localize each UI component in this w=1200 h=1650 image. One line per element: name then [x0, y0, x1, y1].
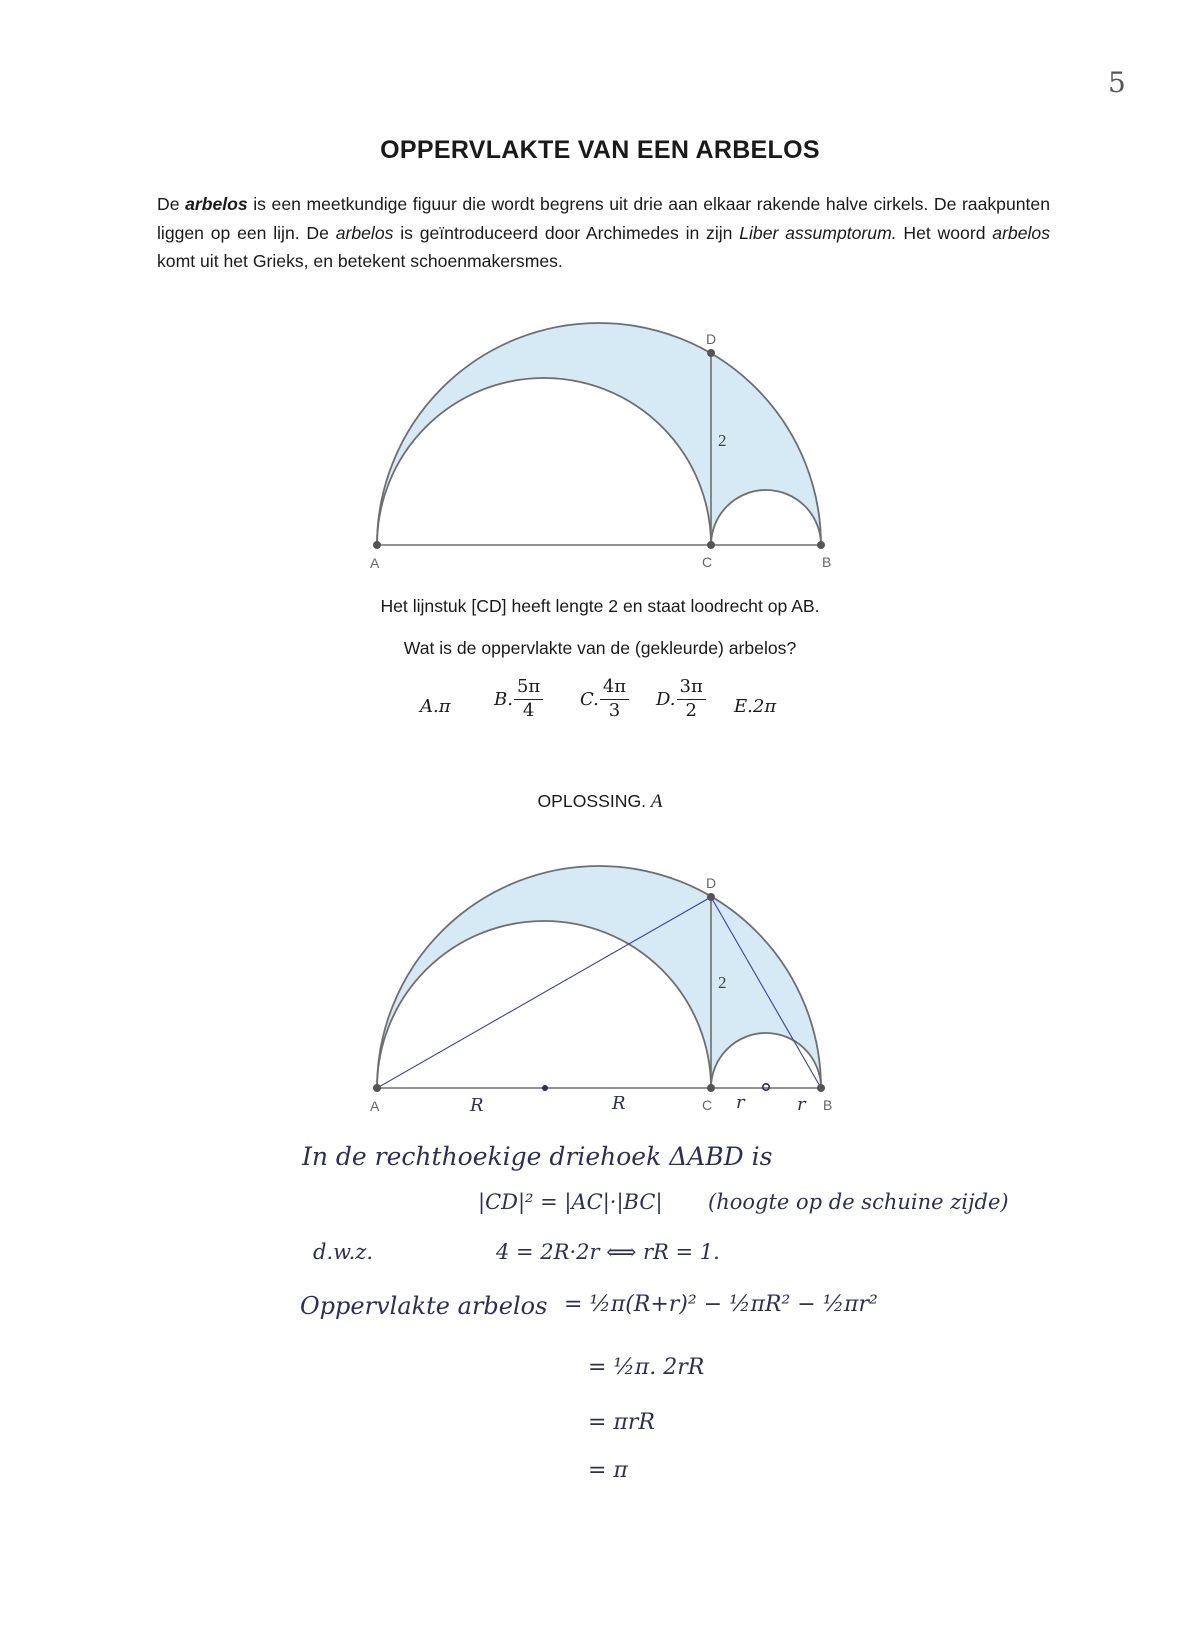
handwritten-line-2-note: (hoogte op de schuine zijde)	[708, 1190, 1009, 1214]
answer-c-prefix: C.	[580, 688, 599, 710]
label-c: C	[702, 554, 713, 570]
handwritten-line-3-label: d.w.z.	[313, 1240, 374, 1264]
intro-text: Het woord	[896, 222, 993, 243]
answer-d-fraction	[677, 676, 706, 722]
handwritten-line-6: = πrR	[588, 1410, 655, 1435]
segment-ad	[377, 897, 711, 1088]
answer-c-numerator: 4π	[600, 676, 629, 700]
answer-d-denominator: 2	[685, 700, 697, 721]
answer-d	[656, 676, 706, 722]
label-d: D	[706, 331, 717, 347]
answer-d-numerator: 3π	[677, 676, 706, 700]
point-c	[707, 541, 715, 549]
arbelos-shaded-region	[377, 323, 821, 545]
answer-b-numerator: 5π	[514, 676, 543, 700]
intro-text: komt uit het Grieks, en betekent schoenmakersmes.	[157, 251, 563, 271]
question-text: Wat is de oppervlakte van de (gekleurde) arbelos?	[403, 638, 797, 658]
point-d	[707, 349, 715, 357]
answer-a	[420, 696, 451, 717]
page-number: 5	[1108, 66, 1126, 99]
point-a	[373, 541, 381, 549]
answer-e	[734, 696, 776, 717]
midpoint-ab-large	[542, 1085, 548, 1091]
point-d	[707, 893, 715, 901]
handwritten-line-1: In de rechthoekige driehoek ΔABD is	[302, 1142, 773, 1171]
page-title: OPPERVLAKTE VAN EEN ARBELOS	[380, 136, 820, 164]
answer-c-denominator: 3	[608, 700, 621, 721]
label-c: C	[702, 1097, 713, 1113]
arbelos-figure-1	[0, 320, 1200, 580]
point-b	[817, 541, 825, 549]
midpoint-cb-small	[763, 1084, 769, 1090]
intro-text: is een meetkundige figuur die wordt begrens uit drie aan elkaar rakende halve cirkels. De raakpunten liggen op een lijn. De	[157, 194, 1050, 243]
arbelos-figure-2	[0, 845, 1200, 1115]
handwritten-line-5: = ½π. 2rR	[588, 1355, 705, 1380]
handwritten-line-2-formula: |CD|² = |AC|·|BC|	[478, 1190, 663, 1214]
handwritten-line-4-formula: = ½π(R+r)² − ½πR² − ½πr²	[564, 1292, 878, 1317]
label-d: D	[706, 875, 717, 891]
arbelos-shaded-region	[377, 866, 821, 1088]
intro-term: arbelos	[992, 222, 1050, 243]
radius-label-small-1: r	[736, 1092, 745, 1113]
intro-term-bold: arbelos	[185, 194, 248, 214]
label-b: B	[823, 1097, 833, 1113]
caption-segment: Het lijnstuk [CD] heeft lengte 2 en staat loodrecht op AB.	[380, 596, 820, 616]
answer-b-fraction	[514, 676, 543, 722]
length-label: 2	[718, 431, 727, 450]
answer-options	[420, 676, 840, 746]
answer-a-text: A.π	[420, 696, 451, 717]
intro-book-title: Liber assumptorum.	[739, 222, 897, 243]
radius-label-r2: R	[612, 1093, 626, 1114]
solution-answer: A	[650, 791, 663, 812]
length-label: 2	[718, 973, 727, 992]
intro-text: De	[157, 194, 186, 214]
intro-paragraph	[157, 190, 1050, 276]
intro-term: arbelos	[335, 222, 394, 243]
solution-label: OPLOSSING.	[537, 791, 647, 811]
label-a: A	[370, 1098, 380, 1114]
handwritten-line-4-label: Oppervlakte arbelos	[300, 1292, 548, 1320]
handwritten-line-3-formula: 4 = 2R·2r ⟺ rR = 1.	[496, 1240, 720, 1264]
intro-text: is geïntroduceerd door Archimedes in zijn	[393, 222, 740, 243]
label-a: A	[370, 555, 380, 571]
answer-b-denominator: 4	[522, 700, 535, 721]
handwritten-line-7: = π	[588, 1458, 628, 1483]
answer-d-prefix: D.	[656, 688, 676, 710]
answer-c	[580, 676, 629, 722]
answer-b-prefix: B.	[494, 688, 513, 710]
point-c	[707, 1084, 715, 1092]
answer-b	[494, 676, 543, 722]
radius-label-small-2: r	[797, 1094, 806, 1115]
point-a	[373, 1084, 381, 1092]
solution-heading	[0, 791, 1200, 813]
radius-label-r1: R	[470, 1095, 484, 1115]
answer-e-text: E.2π	[734, 696, 777, 717]
answer-c-fraction	[600, 676, 629, 722]
label-b: B	[822, 554, 832, 570]
point-b	[817, 1084, 825, 1092]
